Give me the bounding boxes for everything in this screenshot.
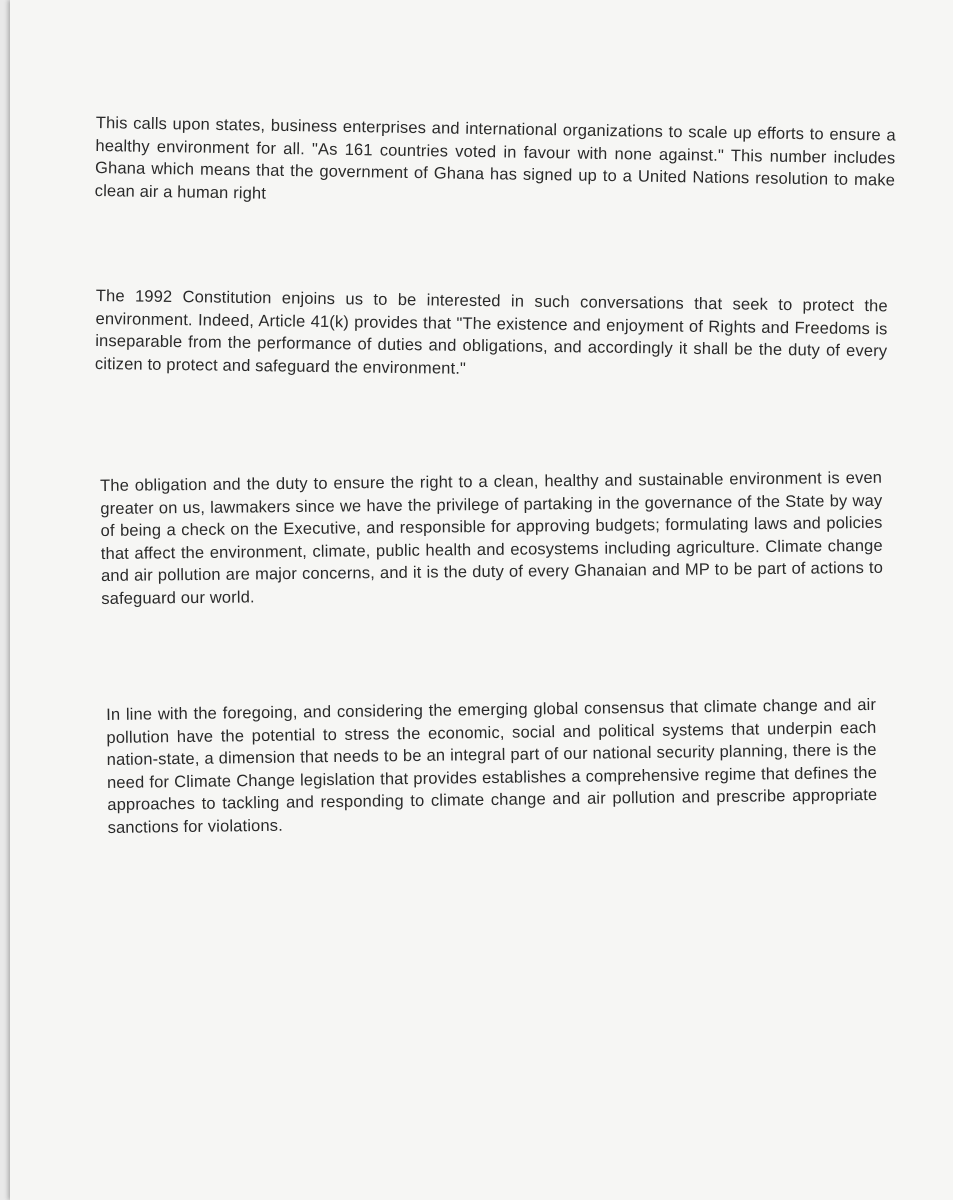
- paragraph-constitution-article-41k: The 1992 Constitution enjoins us to be interested in such conversations that seek to protect the environment. Indeed, Article 41(k) provides that "The existence and enjoyment of Rights and Freedoms is inseparable from the performance of duties and obligations, and accordingly it shall be the duty of every citizen to protect and safeguard the environment.": [94, 286, 888, 378]
- paragraph-clean-air-resolution: This calls upon states, business enterprises and international organizations to scale up efforts to ensure a healthy environment for all. "As 161 countries voted in favour with none against." This number includes Ghana which means that the government of Ghana has signed up to a United Nations resolution to make clean air a human right: [94, 113, 896, 203]
- paragraph-lawmakers-duty: The obligation and the duty to ensure the right to a clean, healthy and sustainable environment is even greater on us, lawmakers since we have the privilege of partaking in the governance of the State by way of being a check on the Executive, and responsible for approving budgets; formulating laws and policies that affect the environment, climate, public health and ecosystems including agriculture. Climate change and air pollution are major concerns, and it is the duty of every Ghanaian and MP to be part of actions to safeguard our world.: [100, 468, 884, 608]
- paragraph-climate-legislation-need: In line with the foregoing, and considering the emerging global consensus that climate change and air pollution have the potential to stress the economic, social and political systems that underpin each nation-state, a dimension that needs to be an integral part of our national security planning, there is the need for Climate Change legislation that provides establishes a comprehensive regime that defines the approaches to tackling and responding to climate change and air pollution and prescribe appropriate sanctions for violations.: [106, 695, 878, 837]
- document-page: [10, 0, 953, 1200]
